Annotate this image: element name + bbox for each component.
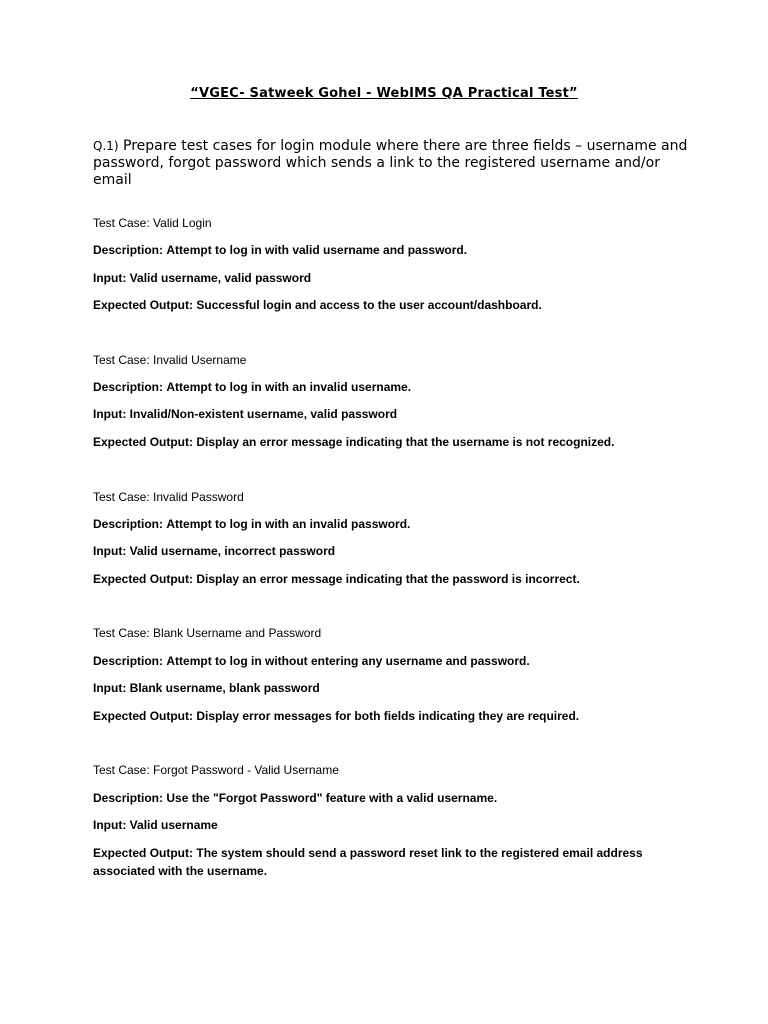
description-text: Attempt to log in with valid username and password. bbox=[166, 243, 468, 257]
output-label: Expected Output: bbox=[93, 435, 194, 449]
test-case-label: Test Case: bbox=[93, 353, 150, 367]
test-case-description bbox=[93, 789, 673, 807]
output-label: Expected Output: bbox=[93, 709, 194, 723]
input-text: Valid username, valid password bbox=[129, 271, 312, 285]
description-label: Description: bbox=[93, 791, 164, 805]
test-case-description bbox=[93, 652, 673, 670]
test-case-expected-output bbox=[93, 570, 673, 588]
description-label: Description: bbox=[93, 654, 164, 668]
description-label: Description: bbox=[93, 517, 164, 531]
test-case-name: Blank Username and Password bbox=[153, 626, 322, 640]
test-case-label: Test Case: bbox=[93, 763, 150, 777]
input-label: Input: bbox=[93, 681, 127, 695]
test-case-label: Test Case: bbox=[93, 490, 150, 504]
test-case-name: Invalid Password bbox=[153, 490, 244, 504]
test-case-heading bbox=[93, 624, 673, 642]
test-case-label: Test Case: bbox=[93, 216, 150, 230]
test-case-expected-output bbox=[93, 844, 673, 880]
test-case-name: Forgot Password - Valid Username bbox=[153, 763, 339, 777]
input-text: Valid username, incorrect password bbox=[129, 544, 336, 558]
output-label: Expected Output: bbox=[93, 572, 194, 586]
test-case-expected-output bbox=[93, 707, 673, 725]
test-case-input bbox=[93, 679, 673, 697]
output-text: Display error messages for both fields indicating they are required. bbox=[196, 709, 580, 723]
description-text: Attempt to log in without entering any username and password. bbox=[166, 654, 530, 668]
input-text: Blank username, blank password bbox=[129, 681, 320, 695]
test-case-input bbox=[93, 542, 673, 560]
test-case-expected-output bbox=[93, 296, 673, 314]
output-label: Expected Output: bbox=[93, 846, 194, 860]
input-label: Input: bbox=[93, 818, 127, 832]
test-case-name: Invalid Username bbox=[153, 353, 247, 367]
test-case-description bbox=[93, 515, 673, 533]
test-case-description bbox=[93, 378, 673, 396]
test-case-label: Test Case: bbox=[93, 626, 150, 640]
test-case-name: Valid Login bbox=[153, 216, 212, 230]
test-case-heading bbox=[93, 488, 673, 506]
description-label: Description: bbox=[93, 243, 164, 257]
description-text: Use the "Forgot Password" feature with a valid username. bbox=[166, 791, 498, 805]
output-text: Display an error message indicating that the username is not recognized. bbox=[196, 435, 615, 449]
test-case-heading bbox=[93, 351, 673, 369]
test-case-heading bbox=[93, 761, 673, 779]
output-text: The system should send a password reset link to the registered email address associated with the username. bbox=[93, 846, 643, 878]
question-1 bbox=[93, 138, 693, 189]
description-label: Description: bbox=[93, 380, 164, 394]
question-number: Q.1) bbox=[93, 139, 119, 153]
test-case-description bbox=[93, 241, 673, 259]
input-text: Invalid/Non-existent username, valid password bbox=[129, 407, 398, 421]
document-title: “VGEC- Satweek Gohel - WebIMS QA Practical Test” bbox=[190, 86, 578, 101]
test-case-heading bbox=[93, 214, 673, 232]
test-case-expected-output bbox=[93, 433, 673, 451]
input-label: Input: bbox=[93, 407, 127, 421]
description-text: Attempt to log in with an invalid password. bbox=[166, 517, 411, 531]
input-label: Input: bbox=[93, 271, 127, 285]
question-text: Prepare test cases for login module where there are three fields – username and password, forgot password which sends a link to the registered username and/or email bbox=[93, 138, 688, 188]
input-text: Valid username bbox=[129, 818, 218, 832]
test-case-input bbox=[93, 405, 673, 423]
description-text: Attempt to log in with an invalid username. bbox=[166, 380, 412, 394]
test-case-input bbox=[93, 269, 673, 287]
input-label: Input: bbox=[93, 544, 127, 558]
output-label: Expected Output: bbox=[93, 298, 194, 312]
output-text: Display an error message indicating that the password is incorrect. bbox=[196, 572, 580, 586]
test-case-input bbox=[93, 816, 673, 834]
output-text: Successful login and access to the user account/dashboard. bbox=[196, 298, 542, 312]
